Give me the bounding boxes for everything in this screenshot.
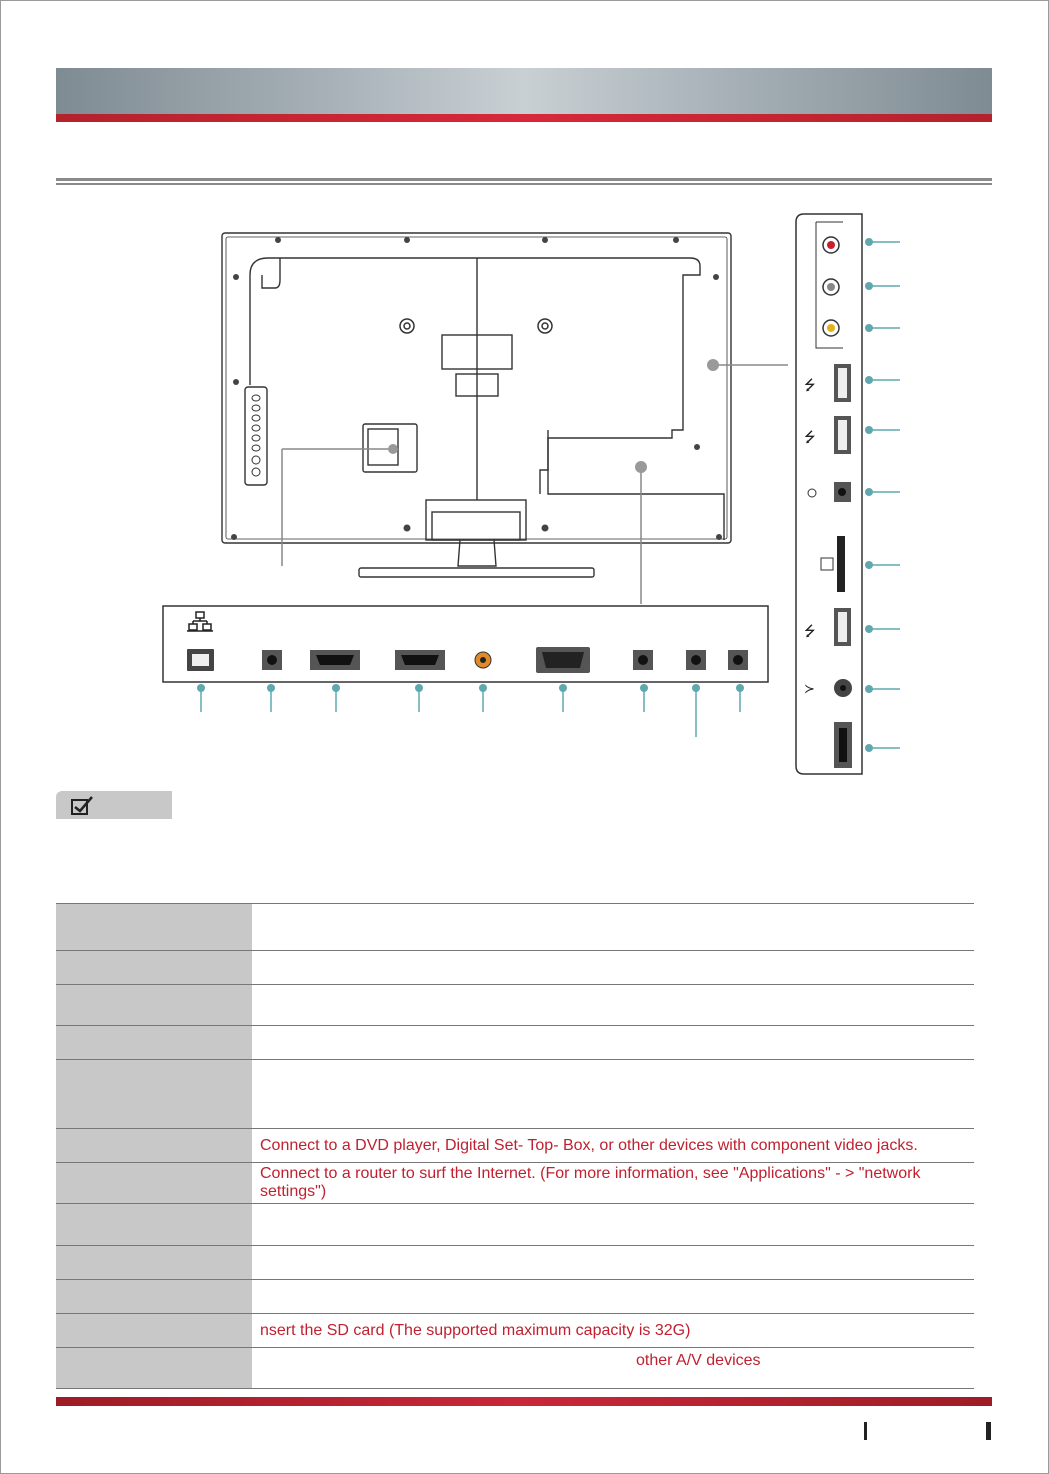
usb-icon: ⭍ bbox=[804, 377, 816, 393]
table-row bbox=[56, 1348, 974, 1389]
bottom-connector-panel bbox=[163, 606, 768, 737]
usb-port-1 bbox=[834, 364, 851, 402]
rca-audio-l bbox=[823, 279, 839, 295]
footer-accent bbox=[56, 1397, 992, 1406]
bottom-port-callouts bbox=[197, 684, 744, 737]
av-description: other A/V devices bbox=[252, 1348, 974, 1389]
table-row bbox=[56, 904, 974, 951]
sd-card-icon bbox=[821, 558, 833, 570]
hdmi-port-2 bbox=[395, 650, 445, 670]
lan-description: Connect to a router to surf the Internet. (For more information, see "Applications" - > "network settings") bbox=[252, 1163, 974, 1204]
antenna-icon: ≻ bbox=[804, 681, 815, 696]
table-row bbox=[56, 1026, 974, 1060]
component-description: Connect to a DVD player, Digital Set- Top- Box, or other devices with component video jacks. bbox=[252, 1129, 974, 1163]
side-connector-panel bbox=[796, 214, 900, 774]
hdmi-port-side bbox=[834, 722, 852, 768]
audio-jack-4 bbox=[728, 650, 748, 670]
page-number-bar-left bbox=[864, 1422, 867, 1440]
headphone-icon bbox=[808, 489, 816, 497]
vga-port bbox=[536, 647, 590, 673]
table-row bbox=[56, 1204, 974, 1246]
tv-callouts bbox=[282, 359, 788, 604]
ethernet-icon bbox=[187, 612, 213, 631]
sd-card-slot bbox=[837, 536, 845, 592]
headphone-jack bbox=[834, 482, 851, 502]
sd-card-description: nsert the SD card (The supported maximum capacity is 32G) bbox=[252, 1314, 974, 1348]
table-row bbox=[56, 1246, 974, 1280]
audio-jack-3 bbox=[686, 650, 706, 670]
table-row bbox=[56, 951, 974, 985]
side-port-callouts bbox=[865, 238, 900, 752]
table-row bbox=[56, 1163, 974, 1204]
usb-icon: ⭍ bbox=[804, 623, 816, 639]
table-row bbox=[56, 1060, 974, 1129]
table-row bbox=[56, 1280, 974, 1314]
rca-video bbox=[823, 320, 839, 336]
vesa-mounts bbox=[400, 319, 552, 333]
connection-table bbox=[56, 903, 974, 1389]
page-number-bar-right bbox=[986, 1422, 991, 1440]
note-tab bbox=[56, 791, 172, 819]
usb-port-3 bbox=[834, 608, 851, 646]
antenna-port bbox=[834, 679, 852, 697]
usb-icon: ⭍ bbox=[804, 429, 816, 445]
coaxial-port bbox=[475, 652, 491, 668]
side-buttons bbox=[252, 395, 260, 476]
table-row bbox=[56, 985, 974, 1026]
lan-port bbox=[187, 649, 214, 671]
table-row bbox=[56, 1129, 974, 1163]
tv-rear-panel bbox=[222, 233, 731, 577]
rca-audio-r bbox=[823, 237, 839, 253]
audio-jack-1 bbox=[262, 650, 282, 670]
usb-port-2 bbox=[834, 416, 851, 454]
checkbox-note-icon bbox=[70, 795, 96, 817]
hdmi-port-1 bbox=[310, 650, 360, 670]
audio-jack-2 bbox=[633, 650, 653, 670]
table-row bbox=[56, 1314, 974, 1348]
